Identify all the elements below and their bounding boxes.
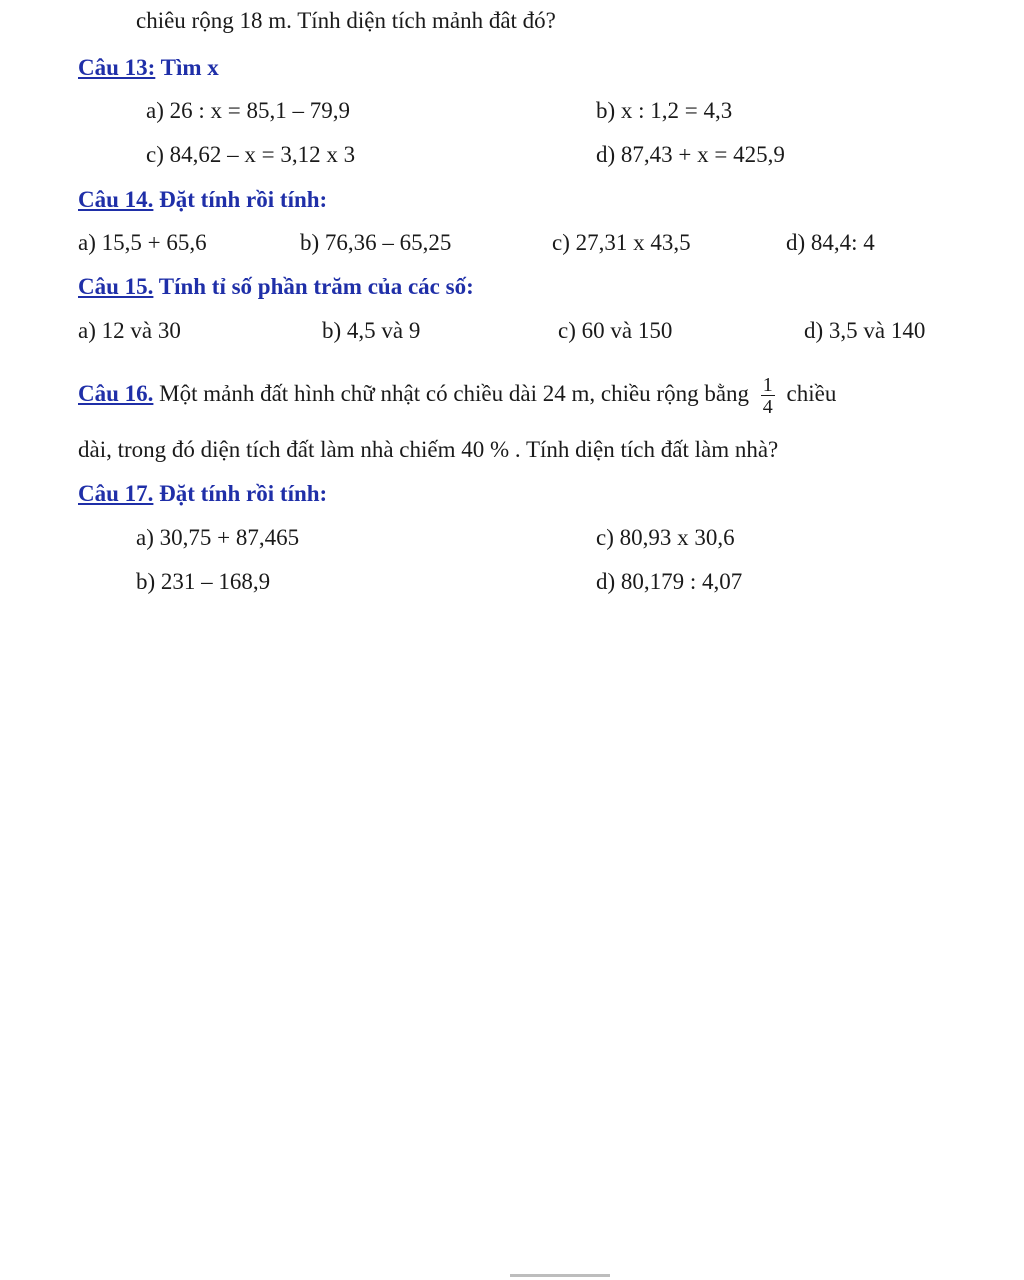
question-13-heading xyxy=(78,53,219,83)
q15-item-d: d) 3,5 và 140 xyxy=(804,318,926,343)
question-16-text-after: chiều xyxy=(786,381,837,406)
fraction-numerator: 1 xyxy=(762,373,773,396)
question-17-number: Câu 17. xyxy=(78,481,154,506)
q15-item-c: c) 60 và 150 xyxy=(558,318,673,343)
question-16-number: Câu 16. xyxy=(78,381,154,406)
question-14-number: Câu 14. xyxy=(78,187,154,212)
question-14-title: Đặt tính rồi tính: xyxy=(153,187,328,212)
q13-item-c: c) 84,62 – x = 3,12 x 3 xyxy=(146,142,356,167)
q17-item-c: c) 80,93 x 30,6 xyxy=(596,525,735,550)
q14-item-c: c) 27,31 x 43,5 xyxy=(552,230,691,255)
q14-item-a: a) 15,5 + 65,6 xyxy=(78,230,207,255)
page-footer-mark xyxy=(510,1274,610,1277)
q14-item-d: d) 84,4: 4 xyxy=(786,230,875,255)
fraction-one-quarter xyxy=(761,375,775,417)
question-15-heading xyxy=(78,272,474,302)
question-14-heading xyxy=(78,185,327,215)
q17-item-a: a) 30,75 + 87,465 xyxy=(136,525,300,550)
question-16-text-before: Một mảnh đất hình chữ nhật có chiều dài 24 m, chiều rộng bằng xyxy=(153,381,750,406)
q15-item-a: a) 12 và 30 xyxy=(78,318,181,343)
question-13-number: Câu 13: xyxy=(78,55,156,80)
q13-item-a: a) 26 : x = 85,1 – 79,9 xyxy=(146,98,350,123)
intro-line: chiêu rộng 18 m. Tính diện tích mảnh đât đó? xyxy=(136,8,556,33)
q13-item-d: d) 87,43 + x = 425,9 xyxy=(596,142,785,167)
question-17-heading xyxy=(78,479,327,509)
q17-item-d: d) 80,179 : 4,07 xyxy=(596,569,743,594)
question-16-line-1 xyxy=(78,368,836,420)
question-15-title: Tính tỉ số phần trăm của các số: xyxy=(153,274,474,299)
q14-item-b: b) 76,36 – 65,25 xyxy=(300,230,452,255)
q17-item-b: b) 231 – 168,9 xyxy=(136,569,271,594)
q13-item-b: b) x : 1,2 = 4,3 xyxy=(596,98,733,123)
q15-item-b: b) 4,5 và 9 xyxy=(322,318,421,343)
question-15-number: Câu 15. xyxy=(78,274,154,299)
question-16-line-2: dài, trong đó diện tích đất làm nhà chiếm 40 % . Tính diện tích đất làm nhà? xyxy=(78,437,779,462)
question-17-title: Đặt tính rồi tính: xyxy=(153,481,328,506)
question-13-title: Tìm x xyxy=(155,55,219,80)
fraction-denominator: 4 xyxy=(762,395,773,418)
